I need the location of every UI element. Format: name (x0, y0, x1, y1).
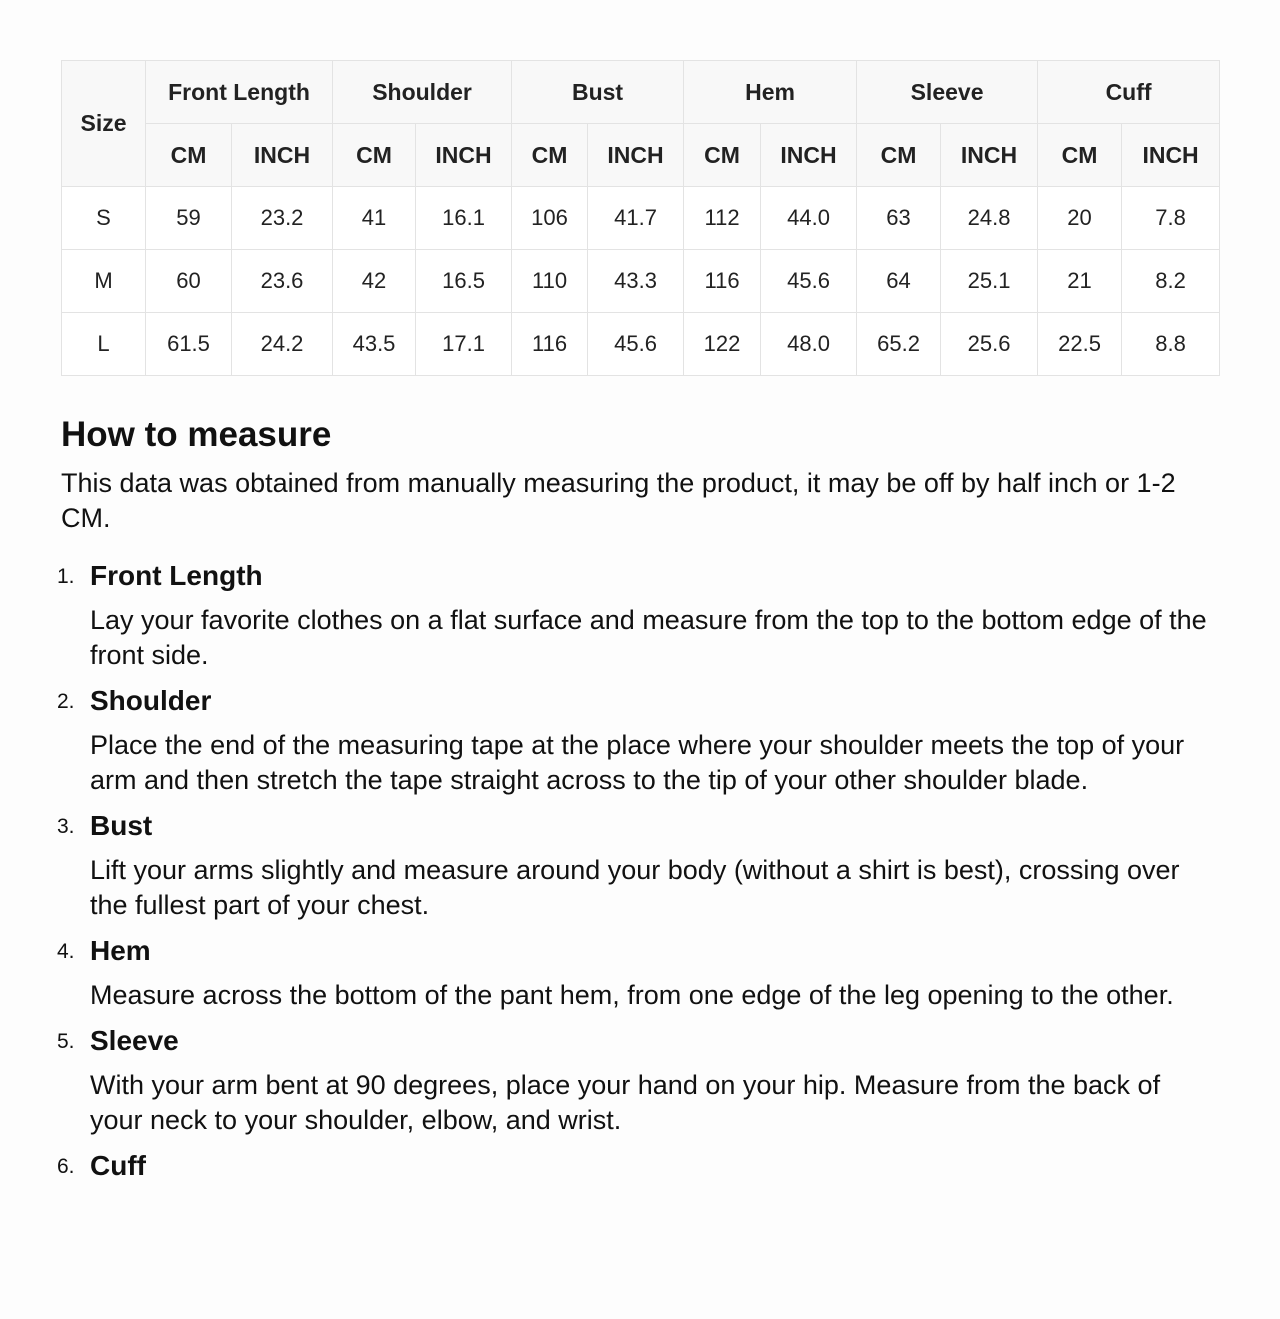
size-cell: M (62, 250, 146, 313)
unit-header-inch: INCH (761, 124, 857, 187)
table-cell: 16.1 (416, 187, 512, 250)
list-item-number: 6. (57, 1155, 75, 1178)
table-cell: 16.5 (416, 250, 512, 313)
table-unit-row (62, 124, 1220, 187)
table-cell: 63 (857, 187, 941, 250)
list-item-number: 2. (57, 690, 75, 713)
unit-header-inch: INCH (1122, 124, 1220, 187)
unit-header-cm: CM (857, 124, 941, 187)
list-item (57, 808, 1219, 923)
table-cell: 17.1 (416, 313, 512, 376)
size-chart-table (61, 60, 1220, 376)
table-cell: 8.8 (1122, 313, 1220, 376)
table-cell: 116 (512, 313, 588, 376)
list-item (57, 1023, 1219, 1138)
list-item (57, 1148, 1219, 1184)
table-row (62, 187, 1220, 250)
list-item-number: 1. (57, 565, 75, 588)
table-cell: 45.6 (761, 250, 857, 313)
how-to-measure-heading: How to measure (61, 415, 332, 454)
table-cell: 116 (684, 250, 761, 313)
table-cell: 24.2 (232, 313, 333, 376)
list-item-description: Place the end of the measuring tape at the place where your shoulder meets the top of your arm and then stretch the tape straight across to the tip of your other shoulder blade. (90, 730, 1185, 795)
group-header-bust: Bust (512, 61, 684, 124)
group-header-cuff: Cuff (1038, 61, 1220, 124)
table-cell: 23.2 (232, 187, 333, 250)
table-cell: 45.6 (588, 313, 684, 376)
size-header: Size (62, 61, 146, 187)
measure-instructions-list (57, 558, 1219, 1184)
table-cell: 106 (512, 187, 588, 250)
table-cell: 61.5 (146, 313, 232, 376)
table-cell: 20 (1038, 187, 1122, 250)
table-cell: 42 (333, 250, 416, 313)
table-cell: 59 (146, 187, 232, 250)
list-item (57, 933, 1219, 1013)
table-cell: 25.6 (941, 313, 1038, 376)
table-cell: 25.1 (941, 250, 1038, 313)
table-cell: 8.2 (1122, 250, 1220, 313)
group-header-shoulder: Shoulder (333, 61, 512, 124)
intro-paragraph: This data was obtained from manually measuring the product, it may be off by half inch or 1-2 CM. (61, 468, 1176, 533)
group-header-hem: Hem (684, 61, 857, 124)
list-item-title: Front Length (90, 560, 263, 591)
unit-header-cm: CM (684, 124, 761, 187)
table-cell: 44.0 (761, 187, 857, 250)
unit-header-inch: INCH (588, 124, 684, 187)
list-item-description: Lay your favorite clothes on a flat surface and measure from the top to the bottom edge of the front side. (90, 605, 1207, 670)
unit-header-inch: INCH (941, 124, 1038, 187)
table-cell: 64 (857, 250, 941, 313)
unit-header-cm: CM (146, 124, 232, 187)
table-cell: 48.0 (761, 313, 857, 376)
table-cell: 41 (333, 187, 416, 250)
list-item-description: With your arm bent at 90 degrees, place your hand on your hip. Measure from the back of your neck to your shoulder, elbow, and wrist. (90, 1070, 1161, 1135)
list-item-description: Measure across the bottom of the pant hem, from one edge of the leg opening to the other. (90, 980, 1174, 1010)
list-item (57, 558, 1219, 673)
table-cell: 110 (512, 250, 588, 313)
table-cell: 41.7 (588, 187, 684, 250)
unit-header-cm: CM (1038, 124, 1122, 187)
size-cell: L (62, 313, 146, 376)
table-cell: 65.2 (857, 313, 941, 376)
list-item-description: Lift your arms slightly and measure around your body (without a shirt is best), crossing over the fullest part of your chest. (90, 855, 1180, 920)
table-cell: 43.3 (588, 250, 684, 313)
list-item (57, 683, 1219, 798)
list-item-number: 4. (57, 940, 75, 963)
table-cell: 122 (684, 313, 761, 376)
unit-header-cm: CM (512, 124, 588, 187)
list-item-title: Shoulder (90, 685, 212, 716)
list-item-title: Bust (90, 810, 153, 841)
unit-header-cm: CM (333, 124, 416, 187)
size-cell: S (62, 187, 146, 250)
table-cell: 23.6 (232, 250, 333, 313)
group-header-front-length: Front Length (146, 61, 333, 124)
unit-header-inch: INCH (416, 124, 512, 187)
table-cell: 22.5 (1038, 313, 1122, 376)
group-header-sleeve: Sleeve (857, 61, 1038, 124)
unit-header-inch: INCH (232, 124, 333, 187)
list-item-title: Sleeve (90, 1025, 179, 1056)
table-cell: 7.8 (1122, 187, 1220, 250)
table-cell: 43.5 (333, 313, 416, 376)
table-header-row (62, 61, 1220, 124)
table-cell: 21 (1038, 250, 1122, 313)
table-cell: 24.8 (941, 187, 1038, 250)
list-item-number: 5. (57, 1030, 75, 1053)
list-item-title: Hem (90, 935, 151, 966)
table-row (62, 250, 1220, 313)
table-cell: 60 (146, 250, 232, 313)
table-cell: 112 (684, 187, 761, 250)
list-item-number: 3. (57, 815, 75, 838)
list-item-title: Cuff (90, 1150, 146, 1181)
table-row (62, 313, 1220, 376)
